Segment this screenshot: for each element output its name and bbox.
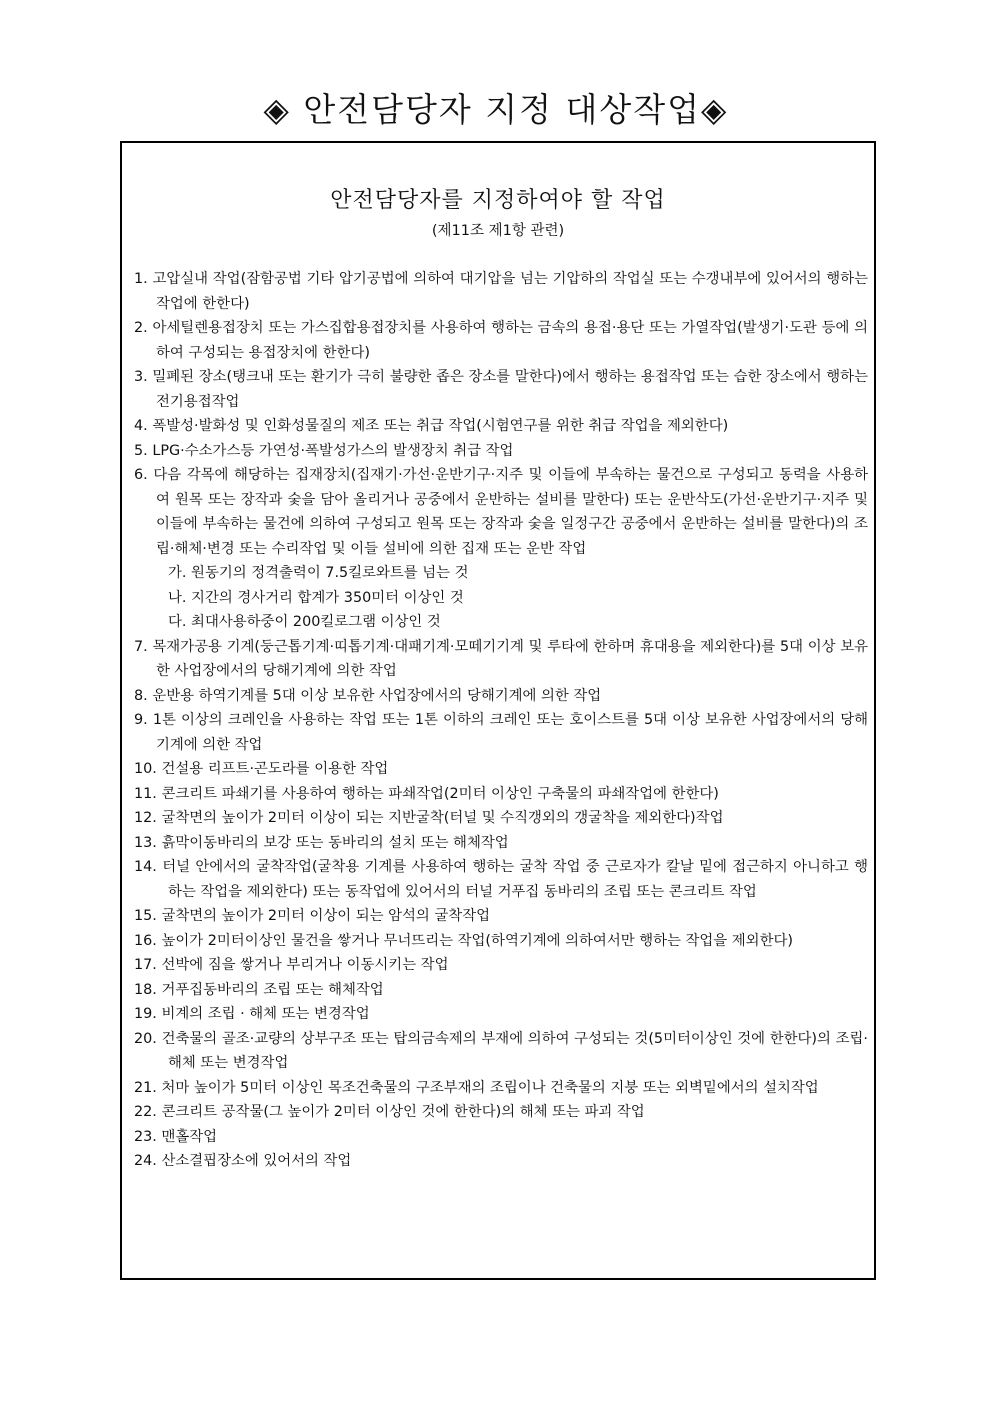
list-item: [134, 782, 868, 807]
item-number: 14.: [134, 859, 157, 875]
list-item: [134, 1149, 868, 1174]
list-item: [134, 904, 868, 929]
item-number: 3.: [134, 369, 148, 385]
item-text: 높이가 2미터이상인 물건을 쌓거나 무너뜨리는 작업(하역기계에 의하여서만 행하는 작업을 제외한다): [161, 932, 793, 949]
item-number: 4.: [134, 418, 148, 434]
item-number: 16.: [134, 932, 157, 949]
item-number: 5.: [134, 442, 148, 459]
item-text: 콘크리트 공작물(그 높이가 2미터 이상인 것에 한한다)의 해체 또는 파괴 작업: [161, 1104, 645, 1120]
list-item: [134, 414, 868, 439]
item-number: 13.: [134, 834, 157, 851]
list-item: [134, 929, 868, 954]
item-number: 17.: [134, 957, 157, 973]
list-item: [134, 1100, 868, 1125]
item-text: 1톤 이상의 크레인을 사용하는 작업 또는 1톤 이하의 크레인 또는 호이스트를 5대 이상 보유한 사업장에서의 당해기계에 의한 작업: [152, 712, 868, 753]
item-text: 산소결핍장소에 있어서의 작업: [161, 1153, 352, 1169]
page-title: ◈ 안전담당자 지정 대상작업◈: [263, 90, 729, 129]
list-item: [134, 855, 868, 904]
list-item: [134, 684, 868, 709]
work-list: [134, 267, 868, 1174]
list-item: [134, 1125, 868, 1150]
list-item: [134, 806, 868, 831]
item-number: 23.: [134, 1128, 157, 1145]
item-text: 밀폐된 장소(탱크내 또는 환기가 극히 불량한 좁은 장소를 말한다)에서 행하는 용접작업 또는 습한 장소에서 행하는 전기용접작업: [152, 369, 868, 410]
item-text: LPG·수소가스등 가연성·폭발성가스의 발생장치 취급 작업: [152, 442, 514, 459]
item-number: 1.: [134, 271, 148, 287]
box-heading: 안전담당자를 지정하여야 할 작업: [330, 188, 666, 213]
item-text: 터널 안에서의 굴착작업(굴착용 기계를 사용하여 행하는 굴착 작업 중 근로자가 칼날 밑에 접근하지 아니하고 행하는 작업을 제외한다) 또는 동작업에 있어서의 터널 거푸집 동바리의 조립 또는 콘크리트 작업: [162, 859, 868, 900]
list-item: [134, 463, 868, 561]
sub-list-item: [134, 586, 868, 611]
item-number: 21.: [134, 1079, 157, 1096]
box-subheading: (제11조 제1항 관련): [431, 223, 565, 239]
item-number: 20.: [134, 1030, 157, 1047]
item-number: 19.: [134, 1006, 157, 1022]
item-text: 처마 높이가 5미터 이상인 목조건축물의 구조부재의 조립이나 건축물의 지붕 또는 외벽밑에서의 설치작업: [161, 1079, 819, 1096]
sub-list-item: [134, 610, 868, 635]
item-text: 굴착면의 높이가 2미터 이상이 되는 암석의 굴착작업: [161, 908, 491, 924]
list-item: [134, 267, 868, 316]
list-item: [134, 708, 868, 757]
item-number: 8.: [134, 687, 148, 704]
list-item: [134, 1076, 868, 1101]
list-item: [134, 953, 868, 978]
item-number: 2.: [134, 320, 148, 336]
list-item: [134, 316, 868, 365]
list-item: [134, 831, 868, 856]
item-number: 6.: [134, 467, 148, 483]
item-text: 흙막이동바리의 보강 또는 동바리의 설치 또는 해체작업: [161, 834, 509, 851]
item-text: 거푸집동바리의 조립 또는 해체작업: [161, 981, 384, 998]
item-text: 목재가공용 기계(둥근톱기계·띠톱기계·대패기계·모떼기기계 및 루타에 한하며 휴대용을 제외한다)를 5대 이상 보유한 사업장에서의 당해기계에 의한 작업: [152, 638, 868, 679]
list-item: [134, 1027, 868, 1076]
item-number: 18.: [134, 981, 157, 998]
item-text: 다음 각목에 해당하는 집재장치(집재기·가선·운반기구·지주 및 이들에 부속하는 물건으로 구성되고 동력을 사용하여 원목 또는 장작과 숯을 담아 올리거나 공중에서 운반하는 설비를 말한다) 또는 운반삭도(가선·운반기구·지주 및 이들에 부속하는 물건에 의하여 구성되고 원목 또는 장작과 숯을 일정구간 공중에서 운반하는 설비를 말한다)의 조립·해체·변경 또는 수리작업 및 이들 설비에 의한 집재 또는 운반 작업: [153, 467, 869, 557]
item-text: 고압실내 작업(잠함공법 기타 압기공법에 의하여 대기압을 넘는 기압하의 작업실 또는 수갱내부에 있어서의 행하는 작업에 한한다): [152, 271, 869, 312]
list-item: [134, 439, 868, 464]
item-text: 비계의 조립 · 해체 또는 변경작업: [161, 1006, 370, 1022]
item-text: 콘크리트 파쇄기를 사용하여 행하는 파쇄작업(2미터 이상인 구축물의 파쇄작업에 한한다): [161, 785, 719, 802]
list-item: [134, 635, 868, 684]
item-text: 나. 지간의 경사거리 합계가 350미터 이상인 것: [168, 589, 464, 606]
item-text: 운반용 하역기계를 5대 이상 보유한 사업장에서의 당해기계에 의한 작업: [152, 687, 602, 704]
item-text: 폭발성·발화성 및 인화성물질의 제조 또는 취급 작업(시험연구를 위한 취급 작업을 제외한다): [152, 418, 729, 434]
list-item: [134, 757, 868, 782]
item-number: 7.: [134, 638, 148, 655]
item-number: 9.: [134, 712, 148, 728]
list-item: [134, 365, 868, 414]
list-item: [134, 978, 868, 1003]
item-text: 굴착면의 높이가 2미터 이상이 되는 지반굴착(터널 및 수직갱외의 갱굴착을 제외한다)작업: [161, 810, 724, 826]
item-text: 건설용 리프트·곤도라를 이용한 작업: [161, 761, 389, 777]
item-number: 24.: [134, 1153, 157, 1169]
list-item: [134, 1002, 868, 1027]
sub-list-item: [134, 561, 868, 586]
item-text: 맨홀작업: [161, 1128, 218, 1145]
item-text: 선박에 짐을 쌓거나 부리거나 이동시키는 작업: [161, 957, 449, 973]
item-number: 22.: [134, 1104, 157, 1120]
item-text: 다. 최대사용하중이 200킬로그램 이상인 것: [168, 614, 441, 630]
item-text: 가. 원동기의 정격출력이 7.5킬로와트를 넘는 것: [168, 565, 469, 581]
item-text: 아세틸렌용접장치 또는 가스집합용접장치를 사용하여 행하는 금속의 용접·용단 또는 가열작업(발생기·도관 등에 의하여 구성되는 용접장치에 한한다): [152, 320, 869, 361]
item-text: 건축물의 골조·교량의 상부구조 또는 탑의금속제의 부재에 의하여 구성되는 것(5미터이상인 것에 한한다)의 조립·해체 또는 변경작업: [161, 1030, 868, 1071]
item-number: 10.: [134, 761, 157, 777]
item-number: 15.: [134, 908, 157, 924]
content-box: [120, 141, 876, 1280]
item-number: 12.: [134, 810, 157, 826]
item-number: 11.: [134, 785, 157, 802]
